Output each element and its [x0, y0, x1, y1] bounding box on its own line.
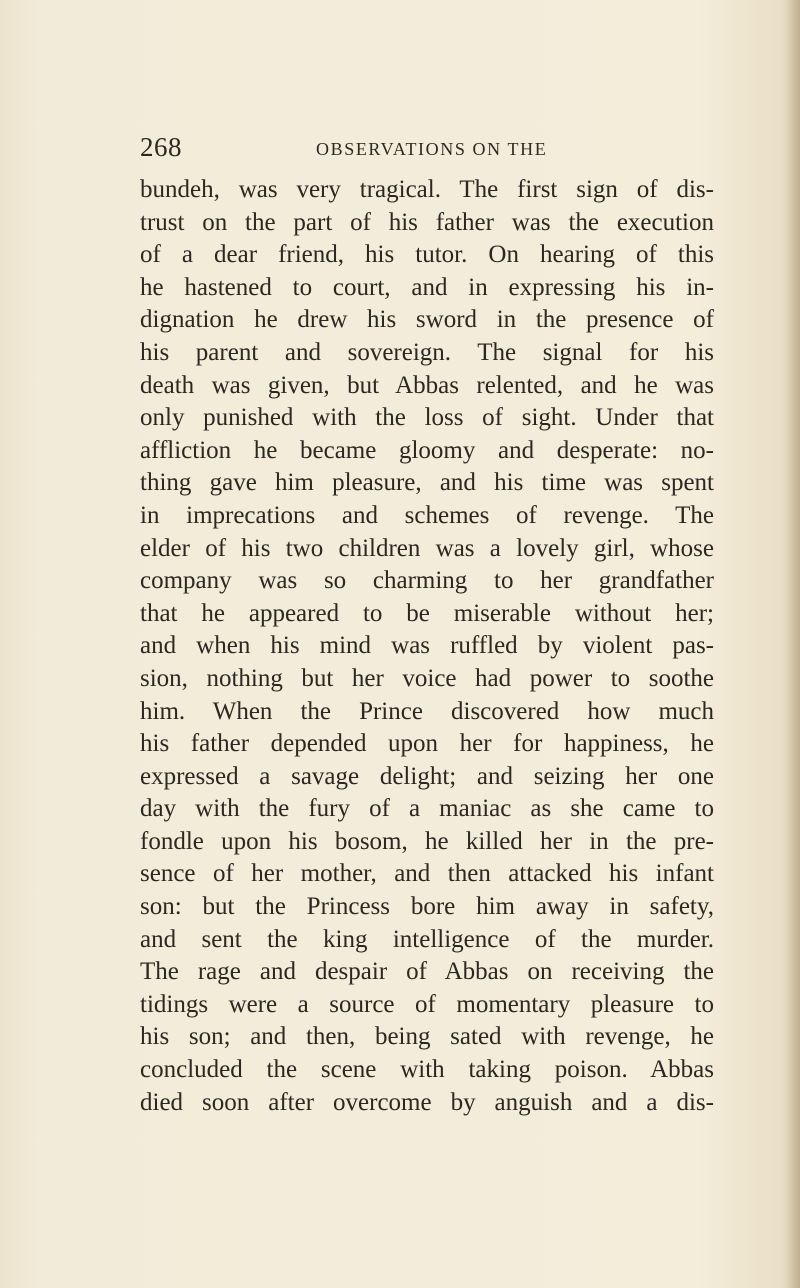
text-line: dignation he drew his sword in the presence of: [140, 306, 714, 334]
text-line: and when his mind was ruffled by violent pas-: [140, 632, 714, 660]
text-line: The rage and despair of Abbas on receiving the: [140, 958, 714, 986]
text-line: fondle upon his bosom, he killed her in the pre-: [140, 827, 714, 855]
text-line: of a dear friend, his tutor. On hearing of this: [140, 241, 714, 269]
text-line: sion, nothing but her voice had power to soothe: [140, 664, 714, 692]
text-line: him. When the Prince discovered how much: [140, 697, 714, 725]
text-line: thing gave him pleasure, and his time was spent: [140, 469, 714, 497]
text-line: sence of her mother, and then attacked his infant: [140, 860, 714, 888]
body-text: [140, 174, 714, 1119]
text-line: bundeh, was very tragical. The first sign of dis-: [140, 176, 714, 203]
running-head: OBSERVATIONS ON THE: [316, 139, 548, 159]
text-line: died soon after overcome by anguish and a dis-: [140, 1088, 714, 1116]
text-line: death was given, but Abbas relented, and he was: [140, 371, 714, 399]
text-line: he hastened to court, and in expressing his in-: [140, 273, 714, 301]
text-line: his son; and then, being sated with revenge, he: [140, 1023, 714, 1051]
text-line: day with the fury of a maniac as she came to: [140, 795, 714, 823]
text-line: that he appeared to be miserable without her;: [140, 599, 714, 627]
text-line: trust on the part of his father was the execution: [140, 208, 714, 236]
text-line: his parent and sovereign. The signal for his: [140, 338, 714, 366]
text-line: expressed a savage delight; and seizing her one: [140, 762, 714, 790]
page-number: 268: [140, 132, 182, 162]
text-line: his father depended upon her for happiness, he: [140, 730, 714, 758]
text-line: son: but the Princess bore him away in safety,: [140, 893, 714, 921]
text-line: in imprecations and schemes of revenge. The: [140, 501, 714, 529]
text-line: only punished with the loss of sight. Under that: [140, 404, 714, 432]
text-line: affliction he became gloomy and desperate: no-: [140, 436, 714, 464]
text-line: tidings were a source of momentary pleasure to: [140, 990, 714, 1018]
text-line: elder of his two children was a lovely girl, whose: [140, 534, 714, 562]
page-header: [140, 132, 700, 166]
page-edge-shadow: [786, 0, 800, 1288]
text-line: and sent the king intelligence of the murder.: [140, 925, 714, 953]
text-line: company was so charming to her grandfather: [140, 567, 714, 595]
text-line: concluded the scene with taking poison. Abbas: [140, 1056, 714, 1084]
